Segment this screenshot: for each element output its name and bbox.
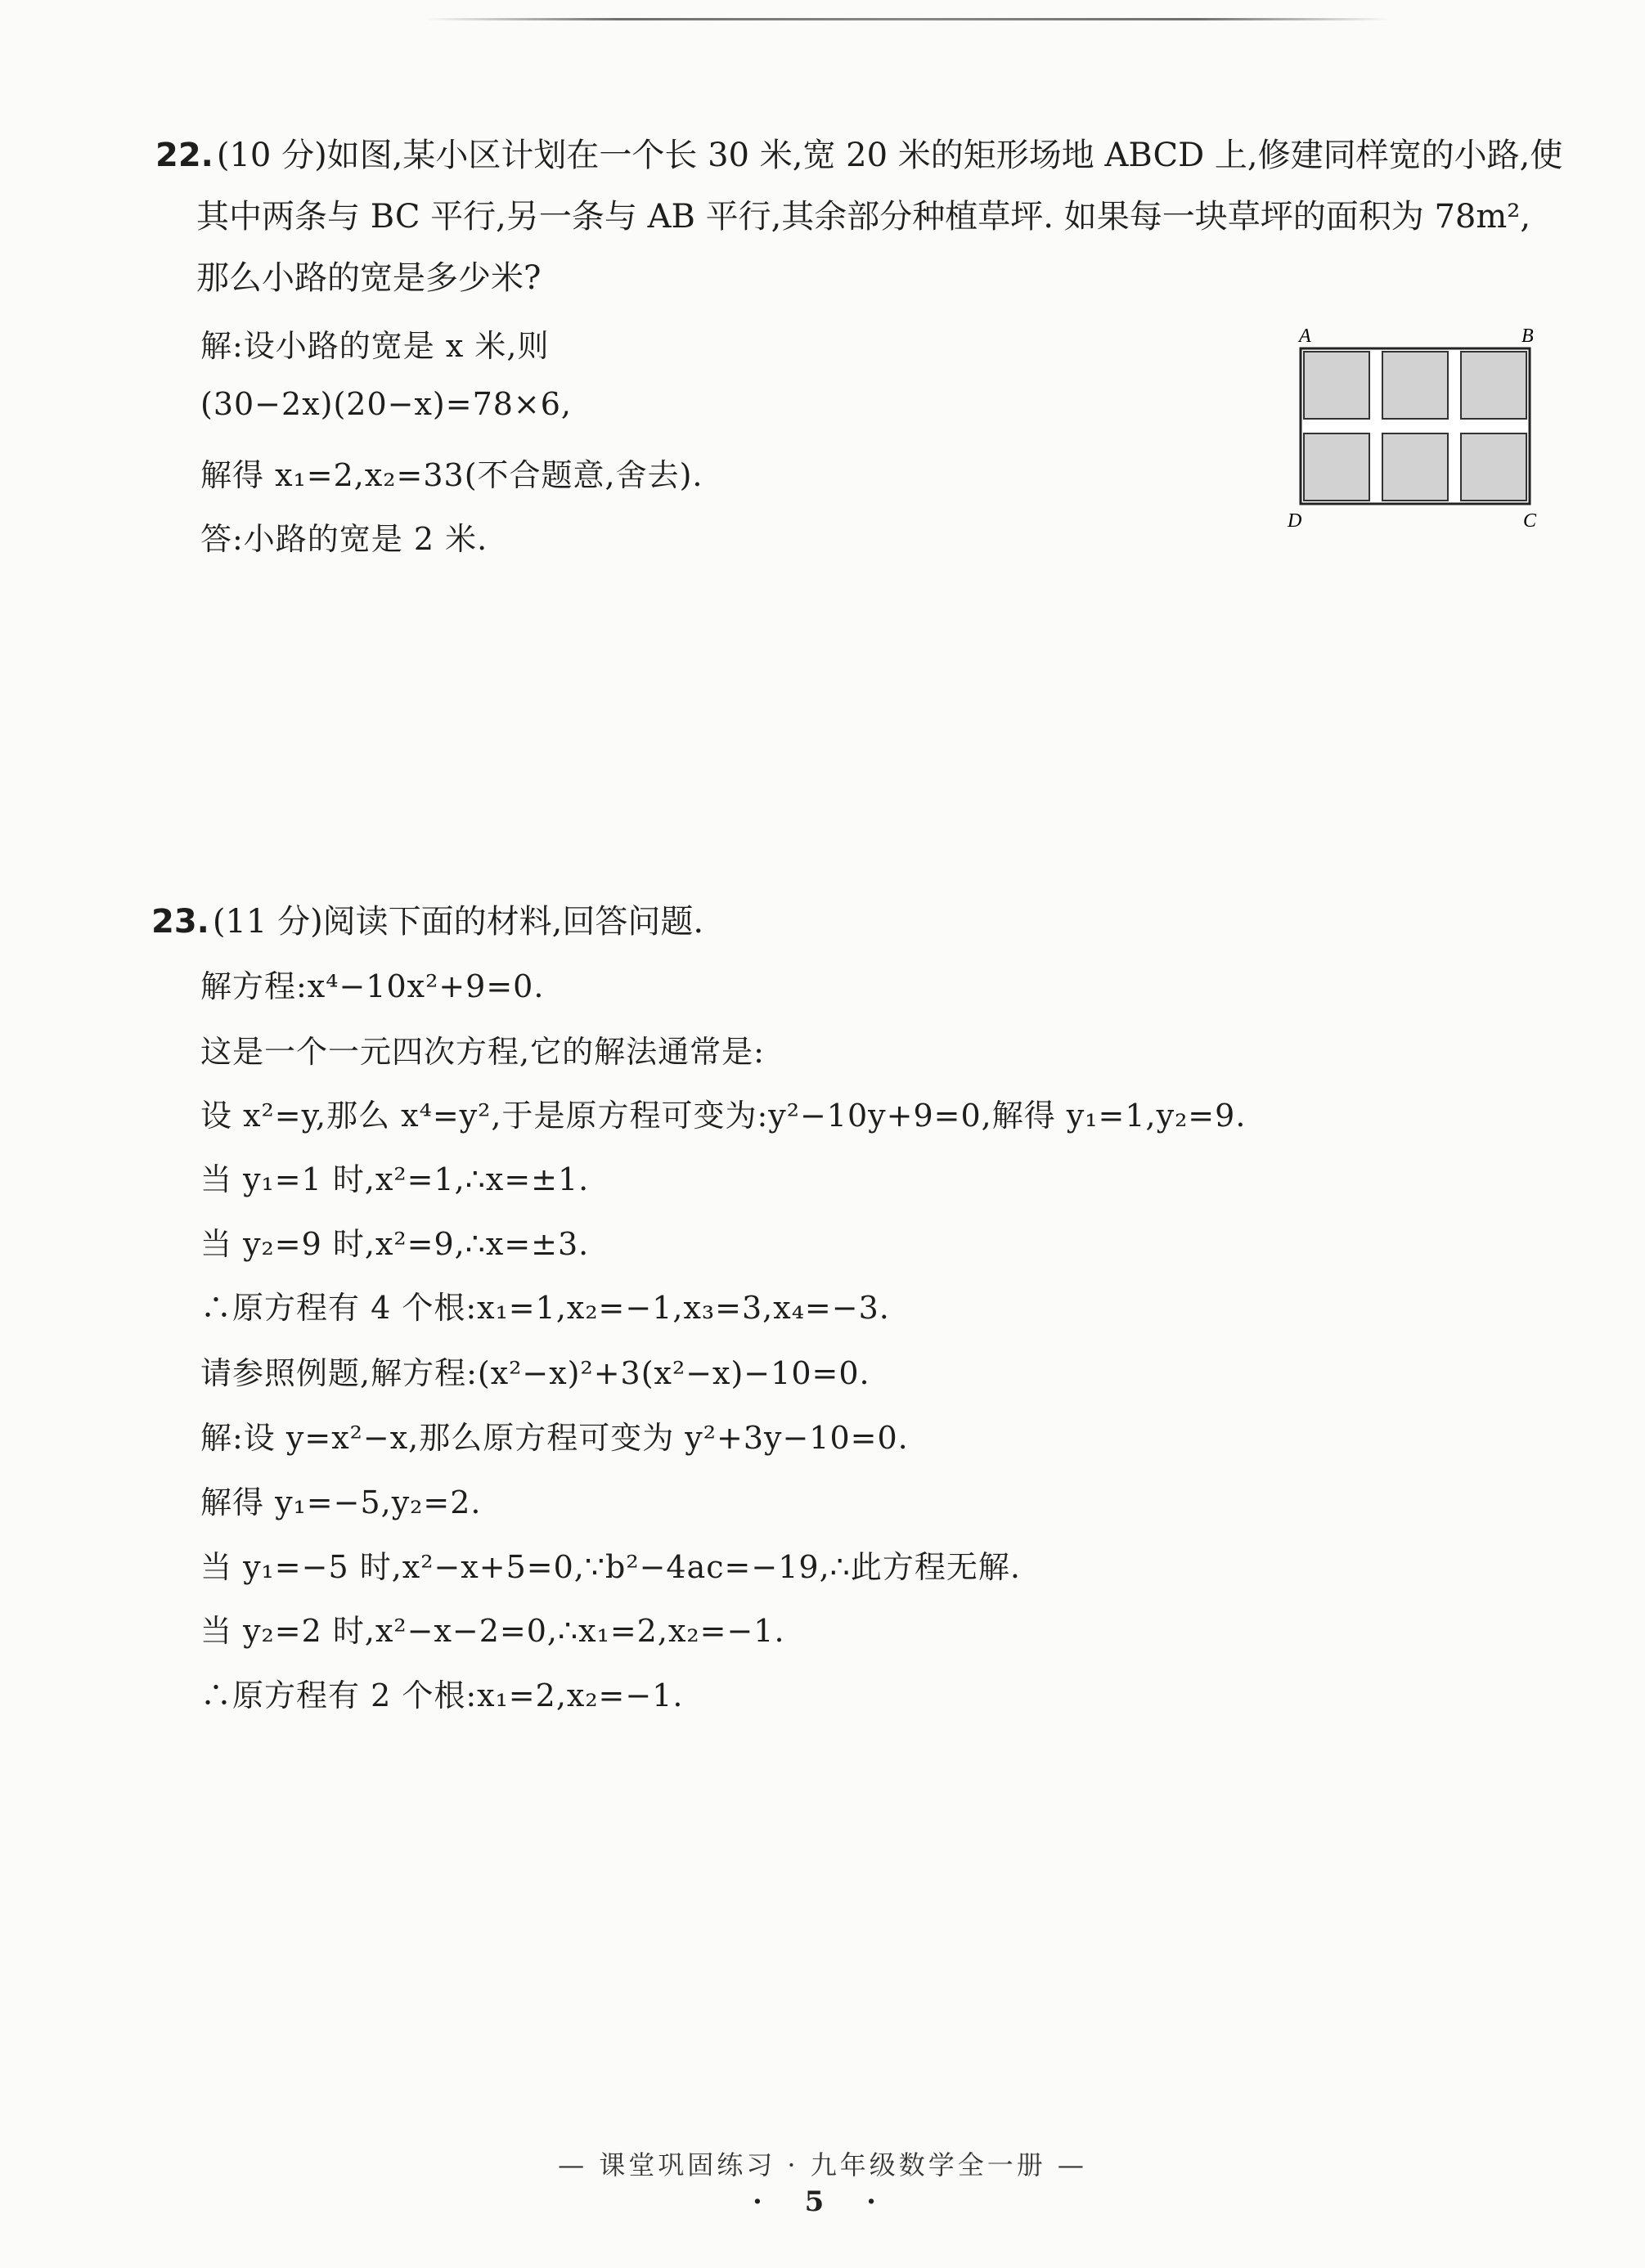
label-b: B	[1521, 326, 1534, 347]
q22-number: 22.	[155, 137, 213, 174]
q22-solution-2: (30−2x)(20−x)=78×6,	[200, 386, 573, 422]
label-c: C	[1523, 510, 1537, 532]
rectangle-field-figure	[1284, 319, 1546, 532]
page-number: · 5 ·	[752, 2185, 892, 2218]
q23-line: 当 y₂=2 时,x²−x−2=0,∴x₁=2,x₂=−1.	[200, 1613, 785, 1649]
q23-line: ∴原方程有 4 个根:x₁=1,x₂=−1,x₃=3,x₄=−3.	[200, 1290, 890, 1326]
lawn-plot	[1304, 352, 1369, 419]
top-rule	[425, 18, 1391, 20]
lawn-plot	[1304, 433, 1369, 501]
q23-line: 这是一个一元四次方程,它的解法通常是:	[200, 1034, 765, 1070]
q22-line2: 其中两条与 BC 平行,另一条与 AB 平行,其余部分种植草坪. 如果每一块草坪的面积为 78m²,	[196, 198, 1531, 236]
q23-line: 当 y₁=1 时,x²=1,∴x=±1.	[200, 1161, 590, 1197]
lawn-plot	[1461, 433, 1526, 501]
label-a: A	[1299, 326, 1311, 347]
q23-line: ∴原方程有 2 个根:x₁=2,x₂=−1.	[200, 1677, 684, 1713]
q22-line1	[155, 129, 1562, 176]
label-d: D	[1288, 510, 1302, 532]
q23-line1-text: (11 分)阅读下面的材料,回答问题.	[212, 903, 704, 941]
q22-solution-1: 解:设小路的宽是 x 米,则	[200, 328, 550, 364]
q22-solution-4: 答:小路的宽是 2 米.	[200, 521, 488, 557]
q22-solution-3: 解得 x₁=2,x₂=33(不合题意,舍去).	[200, 457, 703, 493]
q22-line1-text: (10 分)如图,某小区计划在一个长 30 米,宽 20 米的矩形场地 ABCD 上,修建同样宽的小路,使	[216, 137, 1563, 174]
q23-line: 解:设 y=x²−x,那么原方程可变为 y²+3y−10=0.	[200, 1420, 909, 1456]
q23-number: 23.	[151, 903, 209, 941]
q23-line: 解得 y₁=−5,y₂=2.	[200, 1484, 482, 1520]
q23-line: 设 x²=y,那么 x⁴=y²,于是原方程可变为:y²−10y+9=0,解得 y₁=1,y₂=9.	[200, 1098, 1247, 1134]
lawn-plot	[1382, 433, 1448, 501]
lawn-plot	[1461, 352, 1526, 419]
q23-line: 请参照例题,解方程:(x²−x)²+3(x²−x)−10=0.	[200, 1355, 870, 1391]
q23-line: 解方程:x⁴−10x²+9=0.	[200, 968, 545, 1004]
q23-line: 当 y₂=9 时,x²=9,∴x=±3.	[200, 1226, 590, 1262]
footer-book-title: — 课堂巩固练习 · 九年级数学全一册 —	[558, 2149, 1087, 2180]
q23-line1	[151, 896, 703, 942]
q23-line: 当 y₁=−5 时,x²−x+5=0,∵b²−4ac=−19,∴此方程无解.	[200, 1549, 1021, 1585]
lawn-plot	[1382, 352, 1448, 419]
q22-line3: 那么小路的宽是多少米?	[196, 259, 542, 297]
